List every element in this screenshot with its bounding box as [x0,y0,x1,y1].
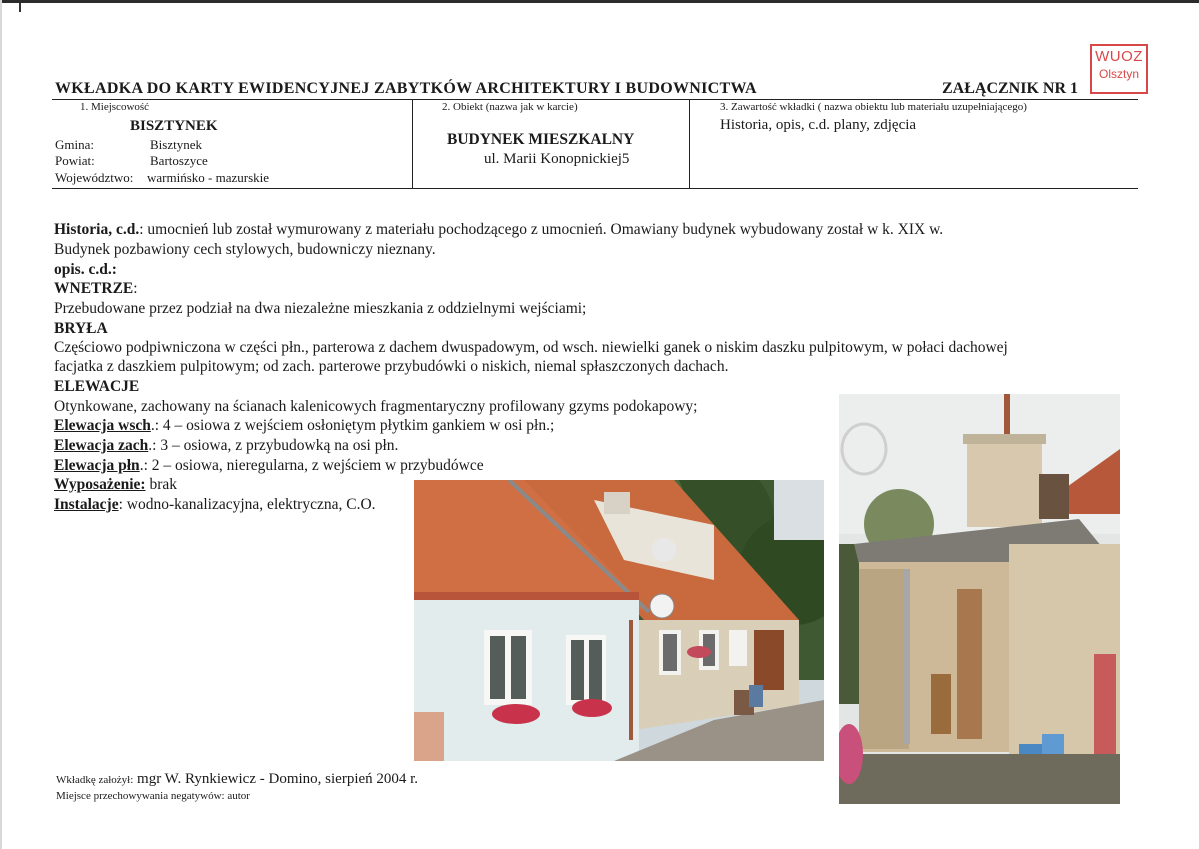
footer-author-line [56,771,418,788]
elewacje-text: Otynkowane, zachowany na ścianach kalenicowych fragmentaryczny profilowany gzyms podokapowy; [54,398,698,415]
elewacja-pln-line [54,456,484,476]
wyposazenie-line [54,475,177,495]
elewacja-wsch-label: Elewacja wsch [54,417,151,434]
col3-heading: 3. Zawartość wkładki ( nazwa obiektu lub materiału uzupełniającego) [720,101,1027,113]
elewacja-wsch-line [54,416,554,436]
table-divider-1 [412,99,413,189]
table-bottom-line [52,188,1138,189]
elewacja-zach-text: .: 3 – osiowa, z przybudowką na osi płn. [148,437,399,454]
powiat-value: Bartoszyce [150,153,208,168]
instalacje-line [54,495,376,515]
elewacja-zach-label: Elewacja zach [54,437,149,454]
col1-heading: 1. Miejscowość [80,101,150,113]
stamp-line-1: WUOZ [1095,48,1143,65]
wnetrze-text: Przebudowane przez podział na dwa niezależne mieszkania z oddzielnymi wejściami; [54,300,587,317]
wyposazenie-label: Wyposażenie: [54,476,146,493]
bryla-text-1: Częściowo podpiwniczona w części płn., parterowa z dachem dwuspadowym, od wsch. niewielki ganek o niskim daszku pulpitowym, w połaci dachowej [54,339,1008,356]
wnetrze-label: WNETRZE [54,280,134,297]
instalacje-label: Instalacje [54,496,119,513]
instalacje-text: : wodno-kanalizacyjna, elektryczna, C.O. [118,496,376,513]
col2-heading: 2. Obiekt (nazwa jak w karcie) [442,101,578,113]
negatives-location: Miejsce przechowywania negatywów: autor [56,790,250,802]
document-title: WKŁADKA DO KARTY EWIDENCYJNEJ ZABYTKÓW ARCHITEKTURY I BUDOWNICTWA [55,80,757,97]
historia-label: Historia, c.d. [54,221,140,238]
photo-street-facade [414,480,824,761]
page-top-edge [0,0,1199,3]
wojewodztwo-value: warmińsko - mazurskie [147,170,270,185]
elewacja-zach-line [54,436,398,456]
table-divider-2 [689,99,690,189]
object-address: ul. Marii Konopnickiej5 [484,151,630,167]
author-text: mgr W. Rynkiewicz - Domino, sierpień 2004 r. [137,771,419,787]
author-label: Wkładkę założył: [56,774,134,786]
wnetrze-colon: : [133,280,138,297]
elewacja-pln-text: .: 2 – osiowa, nieregularna, z wejściem w przybudówce [139,457,484,474]
scan-mark [19,3,21,12]
historia-text-1: : umocnień lub został wymurowany z materiału pochodzącego z umocnień. Omawiany budynek wybudowany został w k. XIX w. [139,221,944,238]
gmina-value: Bisztynek [150,137,202,152]
stamp-line-2: Olsztyn [1098,67,1139,81]
powiat-label: Powiat: [55,153,95,168]
page-left-edge [0,0,2,849]
place-name: BISZTYNEK [130,118,218,134]
photo-street-facade-image [414,480,824,761]
gmina-label: Gmina: [55,137,94,152]
wnetrze-heading [54,279,138,299]
insert-contents: Historia, opis, c.d. plany, zdjęcia [720,117,917,133]
historia-line-1 [54,220,943,240]
elewacja-wsch-text: .: 4 – osiowa z wejściem osłoniętym płytkim gankiem w osi płn.; [150,417,555,434]
annex-label: ZAŁĄCZNIK NR 1 [942,80,1079,97]
elewacje-label: ELEWACJE [54,378,140,395]
opis-label: opis. c.d.: [54,261,117,278]
wyposazenie-text: brak [145,476,177,493]
bryla-text-2: facjatka z daszkiem pulpitowym; od zach. parterowe przybudówki o niskich, niemal spłaszczonych dachach. [54,358,729,375]
photo-rear-annex-image [839,394,1120,804]
table-top-line [52,99,1138,100]
elewacja-pln-label: Elewacja płn [54,457,140,474]
historia-text-2: Budynek pozbawiony cech stylowych, budowniczy nieznany. [54,241,436,258]
wuoz-stamp [1090,44,1148,94]
photo-rear-annex [839,394,1120,804]
wojewodztwo-label: Województwo: [55,170,134,185]
bryla-label: BRYŁA [54,320,108,337]
object-name: BUDYNEK MIESZKALNY [447,131,635,148]
